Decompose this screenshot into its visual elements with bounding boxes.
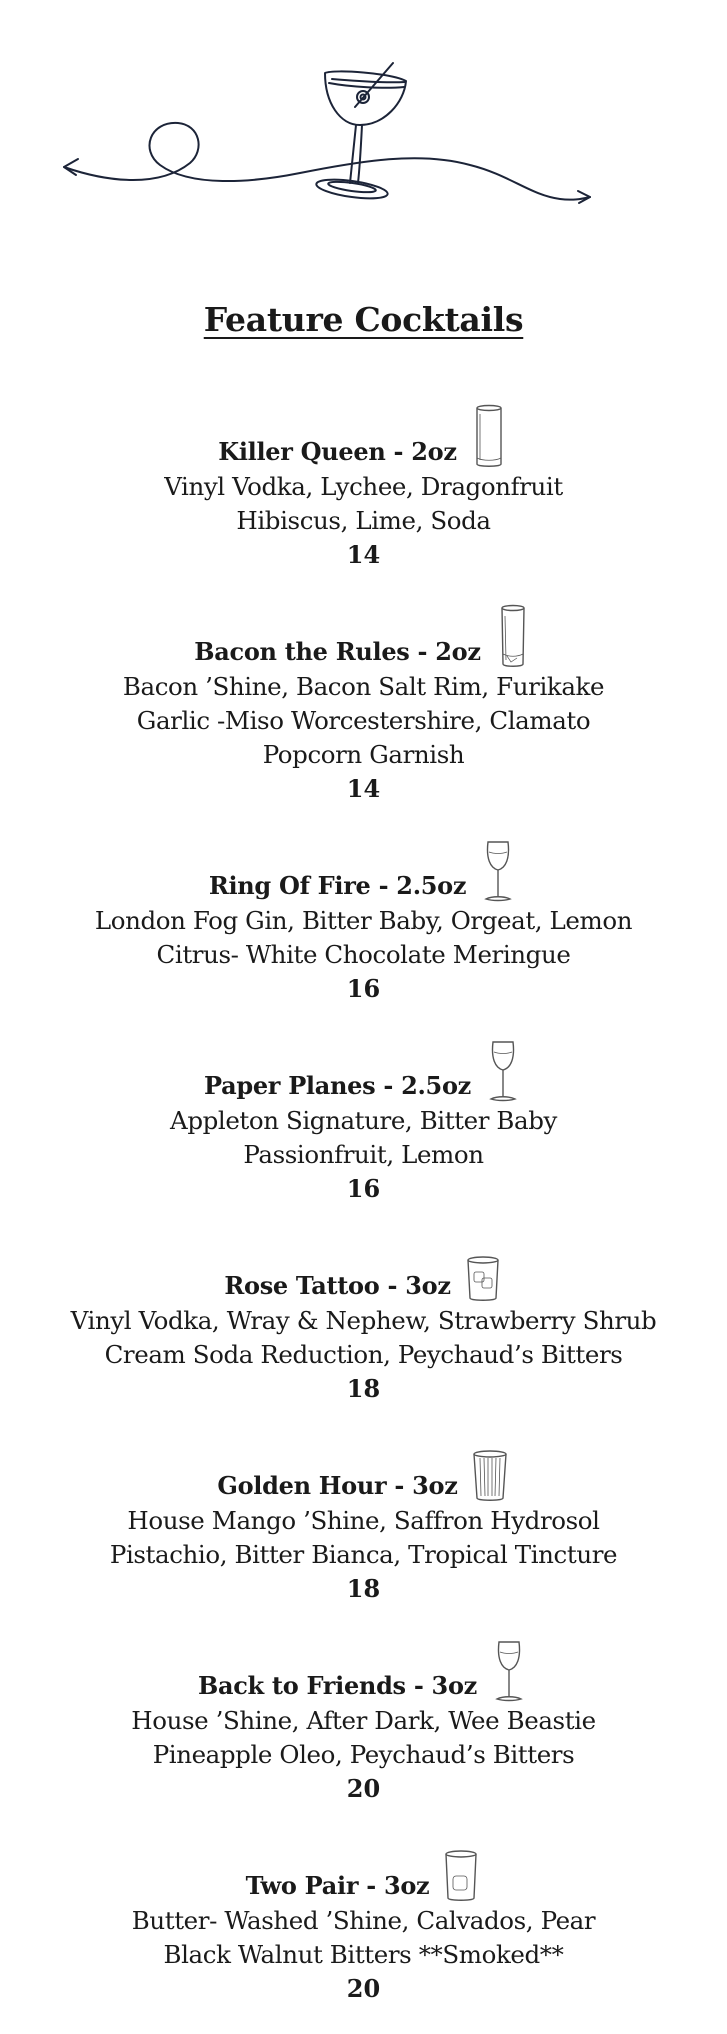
rocks-glass-icon (441, 1838, 481, 1904)
cocktail-ingredients: Garlic -Miso Worcestershire, Clamato (136, 706, 591, 735)
cocktail-name-row (0, 1234, 727, 1304)
wine-glass-icon (483, 1038, 523, 1104)
cocktail-item (0, 1434, 727, 1606)
cocktail-name: Killer Queen - 2oz (218, 437, 457, 466)
cocktail-ingredients: London Fog Gin, Bitter Baby, Orgeat, Lemon (94, 906, 633, 935)
rocks-glass-icon (463, 1238, 503, 1304)
cocktail-price: 20 (346, 1974, 381, 2003)
wine-glass-icon (489, 1638, 529, 1704)
cocktail-name: Back to Friends - 3oz (198, 1671, 477, 1700)
cocktail-ingredients: Pistachio, Bitter Bianca, Tropical Tincture (109, 1540, 618, 1569)
cocktail-ingredients: House ’Shine, After Dark, Wee Beastie (131, 1706, 596, 1735)
cocktail-ingredients: Vinyl Vodka, Wray & Nephew, Strawberry Shrub (70, 1306, 657, 1335)
cocktail-price: 18 (346, 1374, 381, 1403)
cocktail-name-row (0, 600, 727, 670)
cocktail-price: 16 (346, 1174, 381, 1203)
cocktail-name: Rose Tattoo - 3oz (224, 1271, 451, 1300)
cocktail-ingredients: Appleton Signature, Bitter Baby (170, 1106, 557, 1135)
cocktail-item (0, 400, 727, 572)
collins-glass-icon (493, 604, 533, 670)
cocktail-price: 14 (346, 774, 381, 803)
cocktail-ingredients: Vinyl Vodka, Lychee, Dragonfruit (164, 472, 563, 501)
cocktail-name-row (0, 1834, 727, 1904)
highball-glass-icon (469, 404, 509, 470)
cocktail-item (0, 1634, 727, 1806)
cocktail-name: Two Pair - 3oz (245, 1871, 430, 1900)
cocktail-ingredients: Cream Soda Reduction, Peychaud’s Bitters (104, 1340, 623, 1369)
ribbed-glass-icon (470, 1438, 510, 1504)
cocktail-price: 18 (346, 1574, 381, 1603)
cocktail-list (0, 400, 727, 2034)
cocktail-item (0, 834, 727, 1006)
cocktail-name: Ring Of Fire - 2.5oz (208, 871, 467, 900)
cocktail-ingredients: Pineapple Oleo, Peychaud’s Bitters (152, 1740, 575, 1769)
cocktail-item (0, 1834, 727, 2006)
cocktail-ingredients: House Mango ’Shine, Saffron Hydrosol (127, 1506, 600, 1535)
cocktail-price: 20 (346, 1774, 381, 1803)
cocktail-item (0, 1234, 727, 1406)
cocktail-name-row (0, 400, 727, 470)
cocktail-name: Golden Hour - 3oz (217, 1471, 458, 1500)
cocktail-name-row (0, 1634, 727, 1704)
cocktail-ingredients: Black Walnut Bitters **Smoked** (163, 1940, 564, 1969)
cocktail-ingredients: Popcorn Garnish (262, 740, 465, 769)
cocktail-ingredients: Bacon ’Shine, Bacon Salt Rim, Furikake (122, 672, 605, 701)
coupe-glass-flourish-icon (0, 55, 727, 215)
cocktail-price: 14 (346, 540, 381, 569)
cocktail-ingredients: Butter- Washed ’Shine, Calvados, Pear (131, 1906, 596, 1935)
cocktail-name: Paper Planes - 2.5oz (203, 1071, 471, 1100)
cocktail-ingredients: Hibiscus, Lime, Soda (236, 506, 491, 535)
cocktail-name-row (0, 1034, 727, 1104)
cocktail-price: 16 (346, 974, 381, 1003)
cocktail-ingredients: Citrus- White Chocolate Meringue (156, 940, 571, 969)
cocktail-item (0, 600, 727, 806)
cocktail-name-row (0, 834, 727, 904)
cocktail-item (0, 1034, 727, 1206)
cocktail-name-row (0, 1434, 727, 1504)
page-title: Feature Cocktails (203, 300, 524, 339)
cocktail-ingredients: Passionfruit, Lemon (243, 1140, 484, 1169)
wine-glass-icon (478, 838, 518, 904)
cocktail-name: Bacon the Rules - 2oz (194, 637, 481, 666)
